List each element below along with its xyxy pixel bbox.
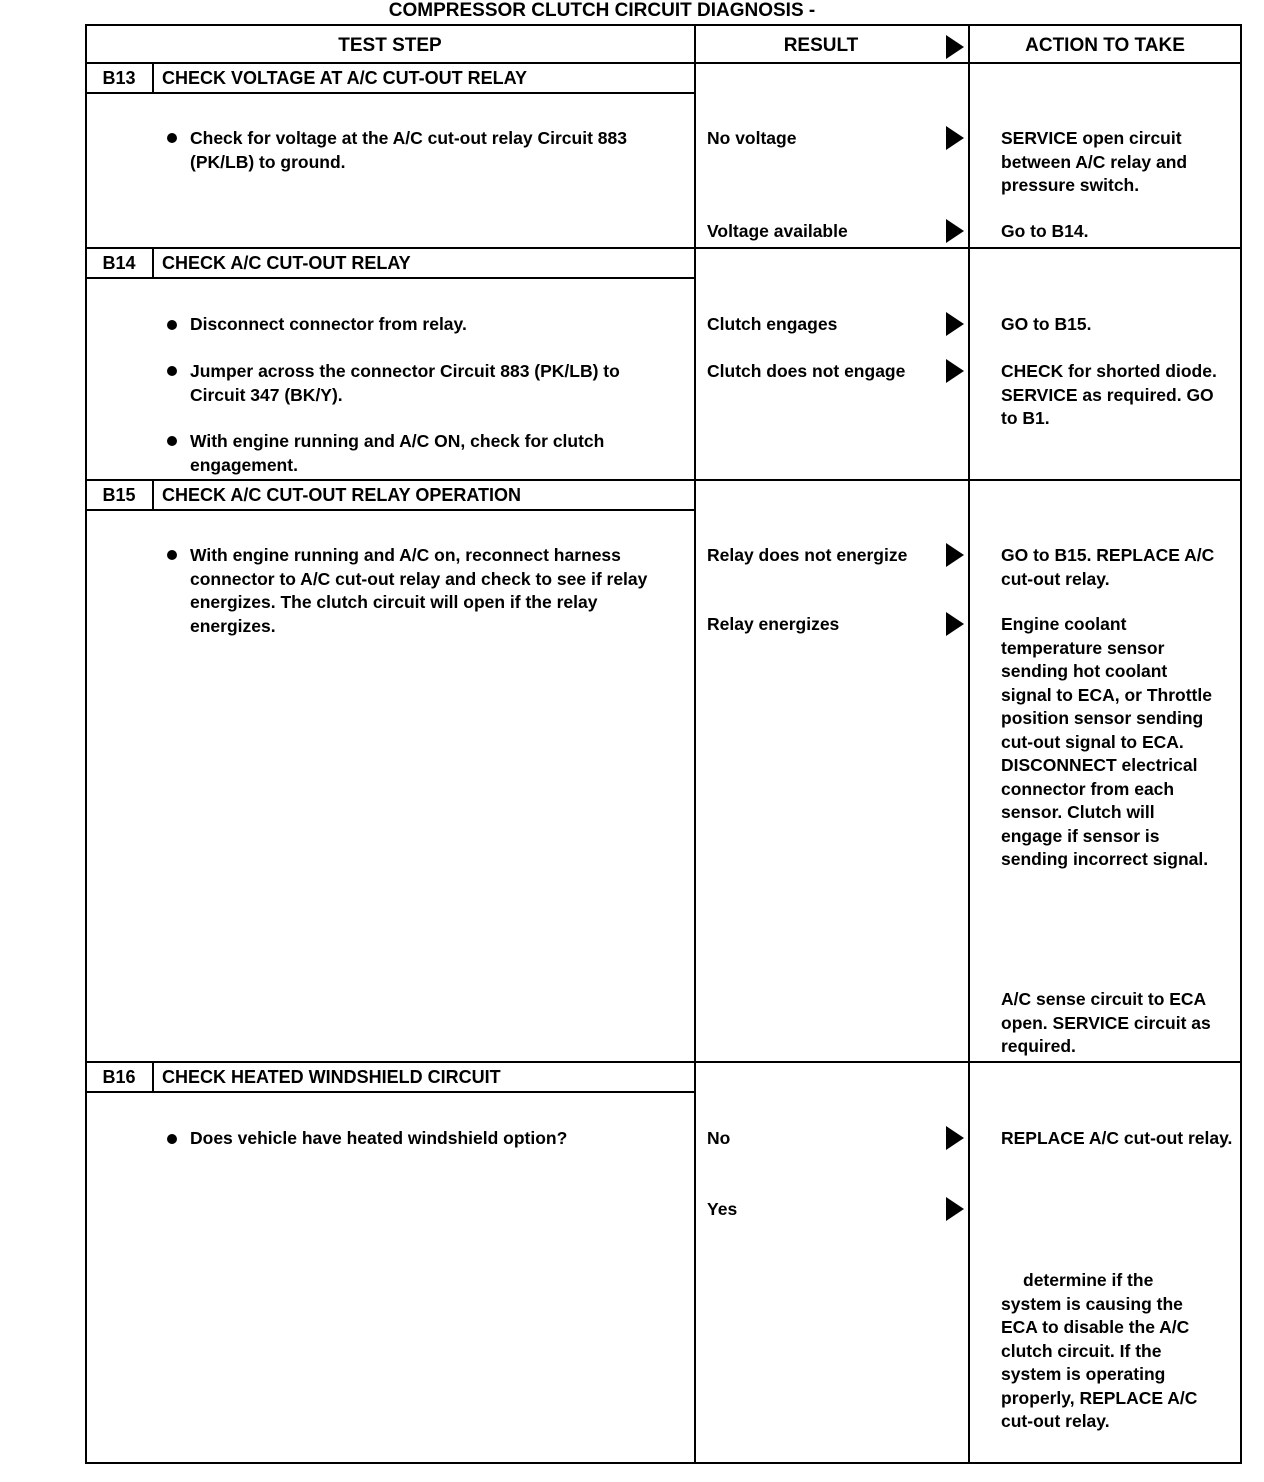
step-id-divider [152, 62, 154, 93]
step-id-b16: B16 [102, 1067, 136, 1087]
bullet-icon [167, 1134, 177, 1144]
header-test-step: TEST STEP [338, 35, 442, 56]
step-id-b15: B15 [102, 485, 136, 505]
arrow-icon [946, 1126, 964, 1150]
arrow-icon [946, 126, 964, 150]
b16-result-yes: Yes [707, 1199, 738, 1219]
b15-action-2: Engine coolant temperature sensor sending hot coolant signal to ECA, or Throttle position sensor sending cut-out signal to ECA. DISCONNECT electrical connector from each sensor. Clutch will engage if sensor is sending incorrect signal. [1001, 614, 1212, 869]
arrow-icon [946, 219, 964, 243]
bullet-icon [167, 550, 177, 560]
bullet-icon [167, 436, 177, 446]
b14-bullet-1: Disconnect connector from relay. [190, 314, 467, 334]
table-right-border [1240, 24, 1242, 1464]
b13-result-no-voltage: No voltage [707, 128, 797, 148]
table-left-border [85, 24, 87, 1464]
b15-action-1: GO to B15. REPLACE A/C cut-out relay. [1001, 545, 1215, 589]
step-title-b14: CHECK A/C CUT-OUT RELAY [162, 253, 411, 273]
header-result: RESULT [783, 35, 859, 56]
step-heading-underline [85, 1091, 696, 1093]
column-divider-2 [968, 24, 970, 1464]
table-bottom-border [85, 1462, 1242, 1464]
step-id-b13: B13 [102, 68, 136, 88]
bullet-icon [167, 320, 177, 330]
step-id-divider [152, 479, 154, 510]
header-arrow-icon [946, 35, 964, 59]
b13-action-1: SERVICE open circuit between A/C relay and pressure switch. [1001, 128, 1188, 195]
step-id-divider [152, 1061, 154, 1092]
step-id-b14: B14 [102, 253, 136, 273]
column-divider-1 [694, 24, 696, 1464]
b14-bullet-2: Jumper across the connector Circuit 883 (PK/LB) to Circuit 347 (BK/Y). [190, 361, 620, 405]
step-heading-underline [85, 277, 696, 279]
b16-result-no: No [707, 1128, 731, 1148]
bullet-icon [167, 133, 177, 143]
arrow-icon [946, 359, 964, 383]
arrow-icon [946, 1197, 964, 1221]
b16-action-2: determine if the system is causing the ECA to disable the A/C clutch circuit. If the system is operating properly, REPLACE A/C cut-out relay. [1001, 1270, 1198, 1431]
step-heading-underline [85, 509, 696, 511]
arrow-icon [946, 612, 964, 636]
arrow-icon [946, 543, 964, 567]
step-title-b15: CHECK A/C CUT-OUT RELAY OPERATION [162, 485, 522, 505]
arrow-icon [946, 312, 964, 336]
step-title-b13: CHECK VOLTAGE AT A/C CUT-OUT RELAY [162, 68, 528, 88]
b16-action-1: REPLACE A/C cut-out relay. [1001, 1128, 1233, 1148]
b15-result-energizes: Relay energizes [707, 614, 840, 634]
b16-bullet: Does vehicle have heated windshield option? [190, 1128, 568, 1148]
b15-bullet: With engine running and A/C on, reconnect harness connector to A/C cut-out relay and check to see if relay energizes. The clutch circuit will open if the relay energizes. [190, 545, 648, 636]
step-title-b16: CHECK HEATED WINDSHIELD CIRCUIT [162, 1067, 501, 1087]
b14-bullet-3: With engine running and A/C ON, check for clutch engagement. [190, 431, 605, 475]
bullet-icon [167, 366, 177, 376]
header-action: ACTION TO TAKE [1025, 35, 1185, 56]
b13-bullet: Check for voltage at the A/C cut-out relay Circuit 883 (PK/LB) to ground. [190, 128, 627, 172]
document-title: COMPRESSOR CLUTCH CIRCUIT DIAGNOSIS - [388, 0, 816, 21]
step-heading-underline [85, 92, 696, 94]
b15-result-not-energize: Relay does not energize [707, 545, 908, 565]
b14-result-not-engage: Clutch does not engage [707, 361, 906, 381]
b14-action-1: GO to B15. [1001, 314, 1092, 334]
step-id-divider [152, 247, 154, 278]
b15-action-3: A/C sense circuit to ECA open. SERVICE circuit as required. [1001, 989, 1211, 1056]
b13-result-voltage-available: Voltage available [707, 221, 848, 241]
b13-action-2: Go to B14. [1001, 221, 1089, 241]
b14-result-engages: Clutch engages [707, 314, 838, 334]
b14-action-2: CHECK for shorted diode. SERVICE as required. GO to B1. [1001, 361, 1217, 428]
